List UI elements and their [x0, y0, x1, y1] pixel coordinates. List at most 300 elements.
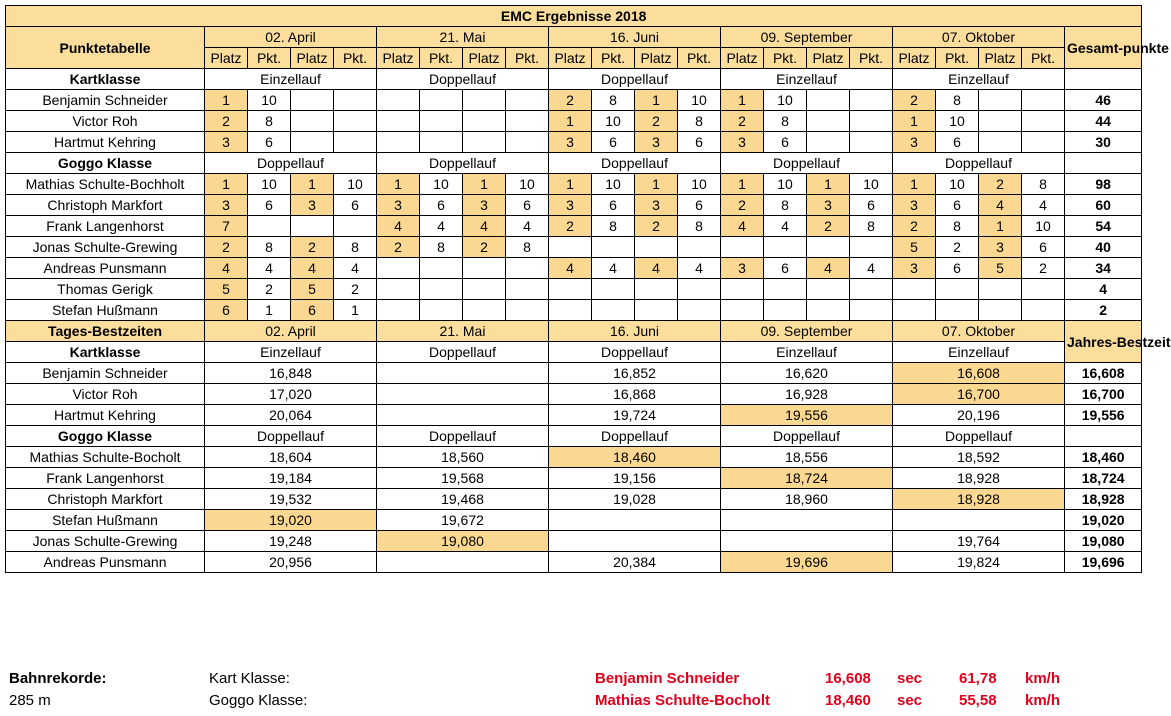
pkt-cell: 4 — [592, 258, 635, 279]
platz-cell — [377, 279, 420, 300]
pkt-cell — [506, 300, 549, 321]
race-mode: Doppellauf — [549, 426, 721, 447]
pkt-cell — [850, 237, 893, 258]
record-driver: Mathias Schulte-Bocholt — [595, 692, 771, 709]
lap-time: 18,724 — [721, 468, 893, 489]
pkt-cell — [334, 132, 377, 153]
pkt-cell: 2 — [936, 237, 979, 258]
platz-cell: 1 — [205, 90, 248, 111]
lap-time: 18,592 — [893, 447, 1065, 468]
table-row — [6, 489, 1142, 510]
race-mode: Doppellauf — [377, 426, 549, 447]
table-row — [6, 258, 1142, 279]
platz-cell — [979, 111, 1022, 132]
lap-time: 19,184 — [205, 468, 377, 489]
platz-cell: 3 — [893, 195, 936, 216]
pkt-cell: 8 — [764, 195, 807, 216]
total-points: 60 — [1065, 195, 1142, 216]
pkt-cell — [420, 111, 463, 132]
lap-time: 18,560 — [377, 447, 549, 468]
class-label: Kartklasse — [6, 342, 205, 363]
race-mode: Doppellauf — [893, 153, 1065, 174]
pkt-cell: 8 — [936, 216, 979, 237]
platz-cell: 1 — [893, 111, 936, 132]
lap-time: 18,928 — [893, 489, 1065, 510]
best-time: 19,080 — [1065, 531, 1142, 552]
pkt-cell: 10 — [850, 174, 893, 195]
record-speed: 61,78 — [959, 670, 997, 687]
platz-cell: 2 — [291, 237, 334, 258]
race-mode: Doppellauf — [205, 426, 377, 447]
driver-name: Andreas Punsmann — [6, 258, 205, 279]
pkt-cell: 10 — [420, 174, 463, 195]
platz-cell — [377, 258, 420, 279]
pkt-cell: 8 — [850, 216, 893, 237]
pkt-cell: 6 — [592, 195, 635, 216]
table-row — [6, 279, 1142, 300]
bahnrekorde-label: Bahnrekorde: — [9, 670, 107, 687]
event-date: 09. September — [721, 27, 893, 48]
table-row — [6, 174, 1142, 195]
column-header: Platz — [635, 48, 678, 69]
pkt-cell: 1 — [248, 300, 291, 321]
pkt-cell: 4 — [334, 258, 377, 279]
table-row — [6, 132, 1142, 153]
platz-cell — [893, 279, 936, 300]
column-header: Pkt. — [678, 48, 721, 69]
lap-time: 19,672 — [377, 510, 549, 531]
table-row — [6, 300, 1142, 321]
column-header: Platz — [291, 48, 334, 69]
platz-cell — [463, 90, 506, 111]
lap-time: 19,724 — [549, 405, 721, 426]
table-row — [6, 90, 1142, 111]
mode-row — [6, 342, 1142, 363]
platz-cell: 2 — [205, 111, 248, 132]
table-row — [6, 552, 1142, 573]
column-header: Platz — [979, 48, 1022, 69]
table-row — [6, 237, 1142, 258]
pkt-cell — [678, 300, 721, 321]
pkt-cell: 4 — [764, 216, 807, 237]
pkt-cell — [506, 90, 549, 111]
pkt-cell: 2 — [1022, 258, 1065, 279]
platz-cell: 2 — [549, 90, 592, 111]
pkt-cell: 8 — [678, 111, 721, 132]
lap-time: 20,196 — [893, 405, 1065, 426]
platz-cell: 3 — [979, 237, 1022, 258]
race-mode: Einzellauf — [205, 342, 377, 363]
race-mode: Einzellauf — [893, 69, 1065, 90]
platz-cell — [377, 132, 420, 153]
race-mode: Doppellauf — [549, 342, 721, 363]
platz-cell: 1 — [291, 174, 334, 195]
column-header: Platz — [721, 48, 764, 69]
platz-cell — [979, 300, 1022, 321]
pkt-cell: 10 — [592, 174, 635, 195]
platz-cell: 3 — [205, 132, 248, 153]
driver-name: Christoph Markfort — [6, 195, 205, 216]
platz-cell — [291, 111, 334, 132]
class-label: Goggo Klasse — [6, 153, 205, 174]
column-header: Platz — [893, 48, 936, 69]
lap-time: 19,764 — [893, 531, 1065, 552]
column-header: Platz — [205, 48, 248, 69]
platz-cell — [893, 300, 936, 321]
table-row — [6, 195, 1142, 216]
platz-cell: 5 — [893, 237, 936, 258]
platz-cell: 3 — [377, 195, 420, 216]
lap-time: 20,384 — [549, 552, 721, 573]
platz-cell — [463, 132, 506, 153]
platz-cell: 2 — [377, 237, 420, 258]
mode-row — [6, 153, 1142, 174]
event-date: 07. Oktober — [893, 321, 1065, 342]
column-header: Pkt. — [764, 48, 807, 69]
column-header: Pkt. — [248, 48, 291, 69]
mode-row — [6, 426, 1142, 447]
pkt-cell: 4 — [1022, 195, 1065, 216]
pkt-cell: 6 — [850, 195, 893, 216]
platz-cell: 1 — [377, 174, 420, 195]
platz-cell: 4 — [463, 216, 506, 237]
lap-time: 19,080 — [377, 531, 549, 552]
empty-total — [1065, 69, 1142, 90]
platz-cell — [807, 132, 850, 153]
pkt-cell — [420, 300, 463, 321]
event-date: 16. Juni — [549, 27, 721, 48]
race-mode: Doppellauf — [549, 69, 721, 90]
pkt-cell: 6 — [678, 132, 721, 153]
platz-cell — [463, 300, 506, 321]
best-time: 16,608 — [1065, 363, 1142, 384]
best-time: 19,020 — [1065, 510, 1142, 531]
table-row — [6, 111, 1142, 132]
driver-name: Jonas Schulte-Grewing — [6, 237, 205, 258]
jahresbestzeit-header: Jahres-Bestzeit — [1065, 321, 1142, 363]
pkt-cell — [850, 279, 893, 300]
pkt-cell: 6 — [248, 195, 291, 216]
total-points: 44 — [1065, 111, 1142, 132]
pkt-cell: 8 — [592, 90, 635, 111]
platz-cell: 2 — [807, 216, 850, 237]
platz-cell: 4 — [205, 258, 248, 279]
table-row — [6, 405, 1142, 426]
platz-cell: 3 — [807, 195, 850, 216]
lap-time — [377, 384, 549, 405]
pkt-cell — [420, 258, 463, 279]
race-mode: Einzellauf — [893, 342, 1065, 363]
lap-time — [549, 510, 721, 531]
platz-cell: 4 — [635, 258, 678, 279]
total-points: 2 — [1065, 300, 1142, 321]
race-mode: Doppellauf — [377, 153, 549, 174]
platz-cell: 1 — [807, 174, 850, 195]
lap-time — [549, 531, 721, 552]
best-time: 19,556 — [1065, 405, 1142, 426]
platz-cell — [635, 279, 678, 300]
driver-name: Stefan Hußmann — [6, 300, 205, 321]
pkt-cell: 8 — [248, 237, 291, 258]
pkt-cell — [420, 132, 463, 153]
pkt-cell — [764, 279, 807, 300]
race-mode: Doppellauf — [893, 426, 1065, 447]
driver-name: Hartmut Kehring — [6, 132, 205, 153]
platz-cell: 2 — [463, 237, 506, 258]
platz-cell: 3 — [721, 132, 764, 153]
column-header: Platz — [549, 48, 592, 69]
platz-cell: 1 — [549, 111, 592, 132]
results-sheet — [5, 5, 1171, 573]
platz-cell: 5 — [291, 279, 334, 300]
platz-cell — [635, 237, 678, 258]
event-date: 02. April — [205, 321, 377, 342]
pkt-cell: 4 — [678, 258, 721, 279]
driver-name: Hartmut Kehring — [6, 405, 205, 426]
title-row — [6, 6, 1142, 27]
lap-time: 18,960 — [721, 489, 893, 510]
pkt-cell — [936, 300, 979, 321]
lap-time: 18,604 — [205, 447, 377, 468]
driver-name: Victor Roh — [6, 384, 205, 405]
record-speed: 55,58 — [959, 692, 997, 709]
driver-name: Christoph Markfort — [6, 489, 205, 510]
pkt-cell: 6 — [334, 195, 377, 216]
platz-cell — [807, 300, 850, 321]
race-mode: Einzellauf — [721, 342, 893, 363]
pkt-cell: 10 — [936, 111, 979, 132]
pkt-cell: 8 — [420, 237, 463, 258]
platz-cell: 1 — [721, 174, 764, 195]
total-points: 40 — [1065, 237, 1142, 258]
pkt-cell — [1022, 279, 1065, 300]
platz-cell — [807, 90, 850, 111]
platz-cell — [291, 132, 334, 153]
platz-cell: 3 — [205, 195, 248, 216]
platz-cell — [807, 237, 850, 258]
lap-time: 19,532 — [205, 489, 377, 510]
platz-cell: 4 — [979, 195, 1022, 216]
lap-time: 19,248 — [205, 531, 377, 552]
driver-name: Mathias Schulte-Bochholt — [6, 174, 205, 195]
pkt-cell — [334, 111, 377, 132]
platz-cell: 2 — [635, 216, 678, 237]
pkt-cell: 10 — [678, 174, 721, 195]
pkt-cell: 10 — [506, 174, 549, 195]
column-header: Pkt. — [850, 48, 893, 69]
platz-cell: 2 — [979, 174, 1022, 195]
lap-time: 19,468 — [377, 489, 549, 510]
pkt-cell — [334, 216, 377, 237]
record-speed-unit: km/h — [1025, 670, 1061, 687]
record-time: 16,608 — [825, 670, 871, 687]
pkt-cell — [764, 237, 807, 258]
total-points: 98 — [1065, 174, 1142, 195]
platz-cell — [463, 111, 506, 132]
platz-cell: 2 — [721, 111, 764, 132]
record-time: 18,460 — [825, 692, 871, 709]
table-row — [6, 531, 1142, 552]
pkt-cell: 8 — [592, 216, 635, 237]
platz-cell — [377, 90, 420, 111]
lap-time: 20,064 — [205, 405, 377, 426]
platz-cell: 4 — [807, 258, 850, 279]
platz-cell — [635, 300, 678, 321]
platz-cell — [549, 237, 592, 258]
lap-time: 19,568 — [377, 468, 549, 489]
platz-cell: 3 — [893, 132, 936, 153]
platz-cell: 2 — [721, 195, 764, 216]
column-header: Pkt. — [936, 48, 979, 69]
pkt-cell: 2 — [248, 279, 291, 300]
driver-name: Benjamin Schneider — [6, 90, 205, 111]
pkt-cell: 6 — [420, 195, 463, 216]
platz-cell: 4 — [291, 258, 334, 279]
pkt-cell: 6 — [1022, 237, 1065, 258]
platz-cell — [549, 279, 592, 300]
best-time: 18,928 — [1065, 489, 1142, 510]
pkt-cell — [506, 132, 549, 153]
pkt-cell — [850, 300, 893, 321]
platz-cell: 3 — [549, 132, 592, 153]
pkt-cell: 6 — [248, 132, 291, 153]
pkt-cell: 8 — [1022, 174, 1065, 195]
pkt-cell: 8 — [334, 237, 377, 258]
platz-cell: 5 — [979, 258, 1022, 279]
pkt-cell: 4 — [248, 258, 291, 279]
platz-cell: 3 — [549, 195, 592, 216]
driver-name: Frank Langenhorst — [6, 468, 205, 489]
pkt-cell — [506, 258, 549, 279]
platz-cell: 1 — [635, 90, 678, 111]
pkt-cell: 10 — [248, 174, 291, 195]
platz-cell: 1 — [463, 174, 506, 195]
lap-time — [377, 552, 549, 573]
best-time: 18,460 — [1065, 447, 1142, 468]
pkt-cell — [678, 237, 721, 258]
record-speed-unit: km/h — [1025, 692, 1061, 709]
lap-time — [721, 531, 893, 552]
pkt-cell: 10 — [334, 174, 377, 195]
platz-cell — [463, 279, 506, 300]
race-mode: Doppellauf — [205, 153, 377, 174]
lap-time — [377, 363, 549, 384]
lap-time: 16,848 — [205, 363, 377, 384]
race-mode: Doppellauf — [377, 69, 549, 90]
platz-cell: 3 — [291, 195, 334, 216]
race-mode: Doppellauf — [549, 153, 721, 174]
pkt-cell: 4 — [506, 216, 549, 237]
pkt-cell — [592, 279, 635, 300]
platz-cell — [549, 300, 592, 321]
pkt-cell — [850, 111, 893, 132]
record-time-unit: sec — [897, 692, 923, 709]
pkt-cell — [678, 279, 721, 300]
platz-cell — [291, 90, 334, 111]
platz-cell — [807, 111, 850, 132]
pkt-cell: 8 — [678, 216, 721, 237]
pkt-cell: 10 — [764, 90, 807, 111]
platz-cell: 3 — [893, 258, 936, 279]
pkt-cell — [1022, 300, 1065, 321]
pkt-cell — [764, 300, 807, 321]
page-title: EMC Ergebnisse 2018 — [6, 6, 1142, 27]
pkt-cell: 10 — [678, 90, 721, 111]
record-driver: Benjamin Schneider — [595, 670, 740, 687]
mode-row — [6, 69, 1142, 90]
pkt-cell: 6 — [936, 195, 979, 216]
platz-cell: 1 — [635, 174, 678, 195]
driver-name: Mathias Schulte-Bocholt — [6, 447, 205, 468]
platz-cell: 2 — [893, 216, 936, 237]
driver-name: Frank Langenhorst — [6, 216, 205, 237]
platz-cell: 5 — [205, 279, 248, 300]
pkt-cell: 6 — [936, 258, 979, 279]
pkt-cell: 10 — [248, 90, 291, 111]
pkt-cell — [1022, 111, 1065, 132]
lap-time: 16,620 — [721, 363, 893, 384]
pkt-cell: 6 — [678, 195, 721, 216]
platz-cell: 6 — [205, 300, 248, 321]
lap-time: 19,028 — [549, 489, 721, 510]
event-date: 07. Oktober — [893, 27, 1065, 48]
pkt-cell: 4 — [850, 258, 893, 279]
event-date: 16. Juni — [549, 321, 721, 342]
lap-time: 19,556 — [721, 405, 893, 426]
table-row — [6, 510, 1142, 531]
event-date: 21. Mai — [377, 321, 549, 342]
pkt-cell: 1 — [334, 300, 377, 321]
pkt-cell: 6 — [764, 258, 807, 279]
lap-time — [377, 405, 549, 426]
platz-cell — [721, 279, 764, 300]
punktetabelle-heading: Punktetabelle — [6, 27, 205, 69]
pkt-cell: 6 — [936, 132, 979, 153]
total-points: 30 — [1065, 132, 1142, 153]
platz-cell — [979, 279, 1022, 300]
pkt-cell — [592, 237, 635, 258]
column-header: Platz — [463, 48, 506, 69]
lap-time: 16,868 — [549, 384, 721, 405]
punkte-date-row — [6, 27, 1142, 48]
table-row — [6, 363, 1142, 384]
pkt-cell: 10 — [592, 111, 635, 132]
lap-time: 18,556 — [721, 447, 893, 468]
pkt-cell: 8 — [936, 90, 979, 111]
event-date: 21. Mai — [377, 27, 549, 48]
pkt-cell: 4 — [420, 216, 463, 237]
lap-time: 16,928 — [721, 384, 893, 405]
column-header: Pkt. — [420, 48, 463, 69]
platz-cell: 3 — [463, 195, 506, 216]
pkt-cell: 10 — [936, 174, 979, 195]
platz-cell: 3 — [721, 258, 764, 279]
lap-time: 19,020 — [205, 510, 377, 531]
platz-cell — [721, 237, 764, 258]
platz-cell: 1 — [549, 174, 592, 195]
platz-cell: 2 — [893, 90, 936, 111]
pkt-cell: 8 — [506, 237, 549, 258]
pkt-cell: 2 — [334, 279, 377, 300]
platz-cell: 3 — [635, 195, 678, 216]
driver-name: Andreas Punsmann — [6, 552, 205, 573]
lap-time: 18,928 — [893, 468, 1065, 489]
pkt-cell — [248, 216, 291, 237]
platz-cell: 7 — [205, 216, 248, 237]
lap-time — [721, 510, 893, 531]
platz-cell — [377, 111, 420, 132]
driver-name: Victor Roh — [6, 111, 205, 132]
